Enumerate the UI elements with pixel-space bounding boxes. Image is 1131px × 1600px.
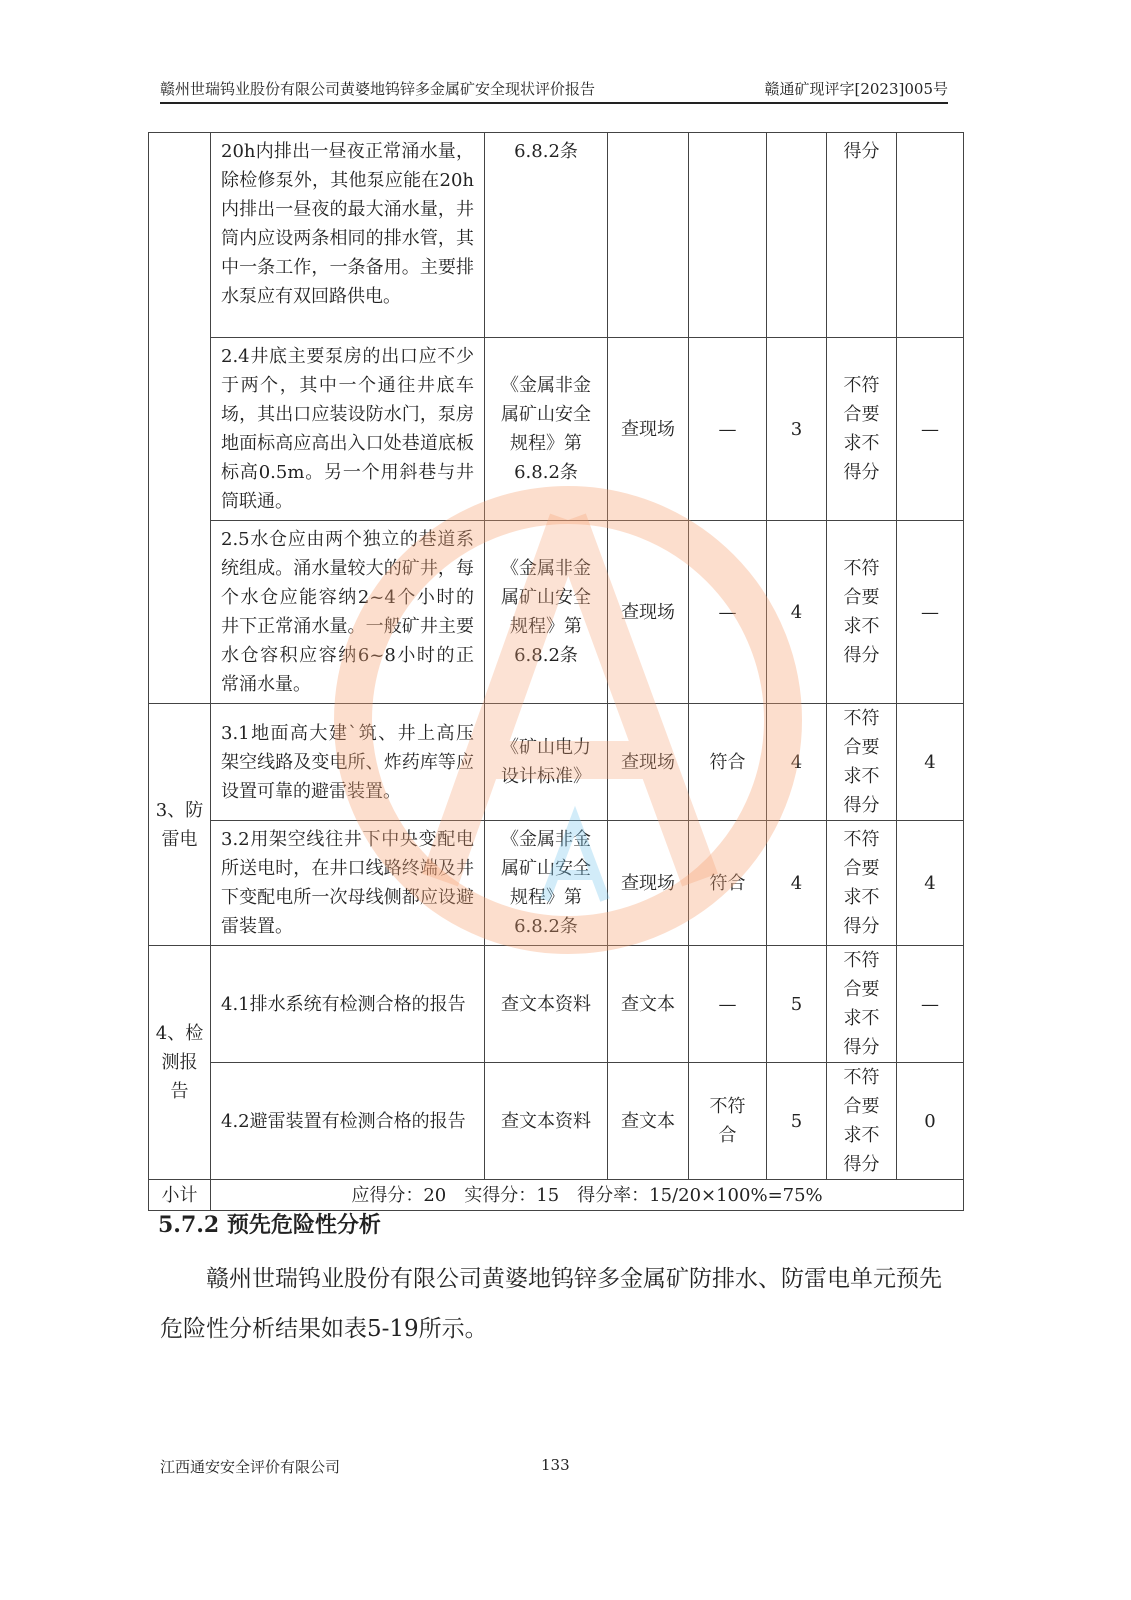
- table-row: [149, 338, 964, 521]
- method-cell: 查文本: [608, 1063, 689, 1180]
- score-cell: 4: [767, 704, 827, 821]
- result-cell: 符合: [689, 821, 767, 946]
- score-cell: 5: [767, 946, 827, 1063]
- item-cell: 3.2用架空线往井下中央变配电所送电时，在井口线路终端及井下变配电所一次母线侧都应设避雷装置。: [211, 821, 485, 946]
- table-row: [149, 946, 964, 1063]
- actual-cell: 0: [897, 1063, 964, 1180]
- standard-cell: 不符合要求不得分: [827, 821, 897, 946]
- item-cell: 4.1排水系统有检测合格的报告: [211, 946, 485, 1063]
- result-cell: —: [689, 946, 767, 1063]
- item-cell: 4.2避雷装置有检测合格的报告: [211, 1063, 485, 1180]
- actual-cell: 4: [897, 821, 964, 946]
- method-cell: 查现场: [608, 704, 689, 821]
- table-row: [149, 821, 964, 946]
- method-cell: 查现场: [608, 521, 689, 704]
- item-cell: 3.1地面高大建`筑、井上高压架空线路及变电所、炸药库等应设置可靠的避雷装置。: [211, 704, 485, 821]
- score-cell: 3: [767, 338, 827, 521]
- item-cell: 20h内排出一昼夜正常涌水量，除检修泵外，其他泵应能在20h内排出一昼夜的最大涌水量，井筒内应设两条相同的排水管，其中一条工作，一条备用。主要排水泵应有双回路供电。: [211, 133, 485, 338]
- score-cell: [767, 133, 827, 338]
- basis-cell: 查文本资料: [485, 946, 608, 1063]
- page-header: [160, 78, 948, 104]
- result-cell: [689, 133, 767, 338]
- basis-cell: 6.8.2条: [485, 133, 608, 338]
- subtotal-label: 小计: [149, 1180, 211, 1211]
- score-cell: 4: [767, 821, 827, 946]
- page-number: 133: [541, 1456, 570, 1474]
- standard-cell: 不符合要求不得分: [827, 521, 897, 704]
- basis-cell: 《金属非金属矿山安全规程》第6.8.2条: [485, 521, 608, 704]
- actual-cell: —: [897, 521, 964, 704]
- category-cell: 3、防雷电: [149, 704, 211, 946]
- result-cell: —: [689, 338, 767, 521]
- standard-cell: 不符合要求不得分: [827, 338, 897, 521]
- standard-cell: 不符合要求不得分: [827, 704, 897, 821]
- subtotal-text: 应得分：20 实得分：15 得分率：15/20×100%=75%: [211, 1180, 964, 1211]
- table-row: [149, 133, 964, 338]
- method-cell: 查现场: [608, 821, 689, 946]
- category-cell: [149, 133, 211, 704]
- method-cell: 查文本: [608, 946, 689, 1063]
- basis-cell: 查文本资料: [485, 1063, 608, 1180]
- method-cell: 查现场: [608, 338, 689, 521]
- table-row: [149, 1063, 964, 1180]
- category-cell: 4、检测报告: [149, 946, 211, 1180]
- result-cell: 不符合: [689, 1063, 767, 1180]
- score-cell: 5: [767, 1063, 827, 1180]
- basis-cell: 《矿山电力设计标准》: [485, 704, 608, 821]
- table-row: [149, 704, 964, 821]
- method-cell: [608, 133, 689, 338]
- actual-cell: —: [897, 946, 964, 1063]
- footer-company: 江西通安安全评价有限公司: [160, 1458, 341, 1476]
- report-title: 赣州世瑞钨业股份有限公司黄婆地钨锌多金属矿安全现状评价报告: [160, 80, 596, 98]
- actual-cell: [897, 133, 964, 338]
- section-heading: 5.7.2 预先危险性分析: [158, 1212, 381, 1238]
- actual-cell: 4: [897, 704, 964, 821]
- result-cell: —: [689, 521, 767, 704]
- standard-cell: 不符合要求不得分: [827, 1063, 897, 1180]
- standard-cell: 得分: [827, 133, 897, 338]
- standard-cell: 不符合要求不得分: [827, 946, 897, 1063]
- item-cell: 2.4井底主要泵房的出口应不少于两个，其中一个通往井底车场，其出口应装设防水门，泵房地面标高应高出入口处巷道底板标高0.5m。另一个用斜巷与井筒联通。: [211, 338, 485, 521]
- document-number: 赣通矿现评字[2023]005号: [764, 80, 948, 98]
- actual-cell: —: [897, 338, 964, 521]
- score-cell: 4: [767, 521, 827, 704]
- basis-cell: 《金属非金属矿山安全规程》第6.8.2条: [485, 821, 608, 946]
- subtotal-row: [149, 1180, 964, 1211]
- item-cell: 2.5水仓应由两个独立的巷道系统组成。涌水量较大的矿井，每个水仓应能容纳2~4个小时的井下正常涌水量。一般矿井主要水仓容积应容纳6~8小时的正常涌水量。: [211, 521, 485, 704]
- result-cell: 符合: [689, 704, 767, 821]
- table-row: [149, 521, 964, 704]
- evaluation-table: [148, 132, 964, 1211]
- basis-cell: 《金属非金属矿山安全规程》第6.8.2条: [485, 338, 608, 521]
- section-paragraph: 赣州世瑞钨业股份有限公司黄婆地钨锌多金属矿防排水、防雷电单元预先危险性分析结果如表5-19所示。: [160, 1266, 942, 1342]
